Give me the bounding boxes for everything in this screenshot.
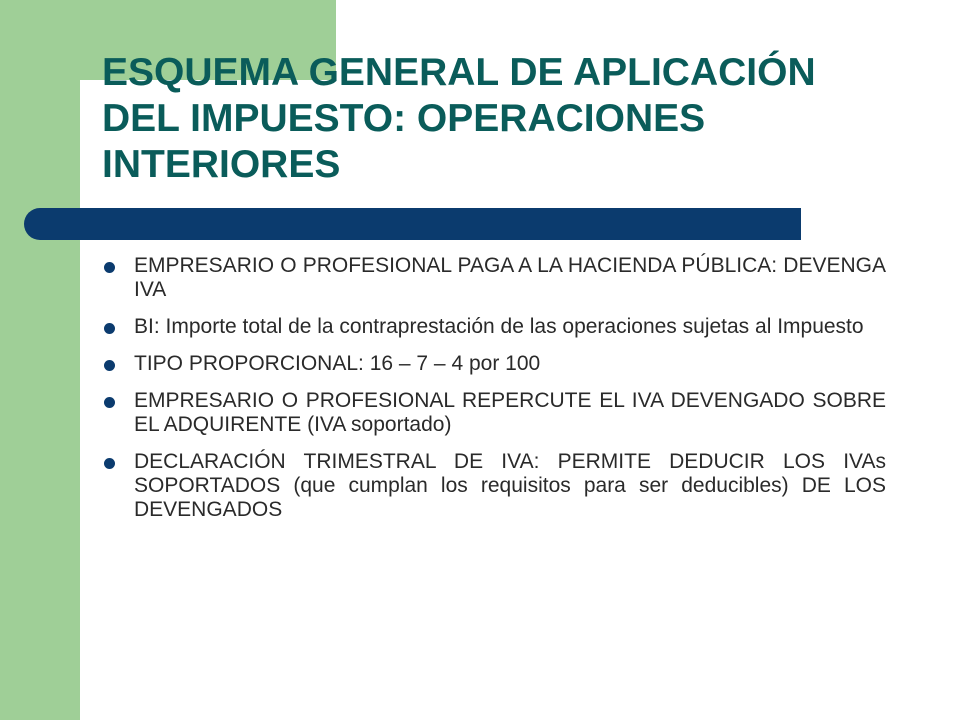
bullet-dot-icon (104, 262, 115, 273)
bullet-text: EMPRESARIO O PROFESIONAL PAGA A LA HACIENDA PÚBLICA: DEVENGA IVA (134, 254, 886, 301)
left-green-band (0, 0, 80, 720)
bullet-text: DECLARACIÓN TRIMESTRAL DE IVA: PERMITE DEDUCIR LOS IVAs SOPORTADOS (que cumplan los requisitos para ser deducibles) DE LOS DEVENGADOS (134, 450, 886, 521)
bullet-text: EMPRESARIO O PROFESIONAL REPERCUTE EL IVA DEVENGADO SOBRE EL ADQUIRENTE (IVA soportado) (134, 389, 886, 436)
bullet-item-tipo-proporcional (102, 352, 886, 376)
bullet-dot-icon (104, 323, 115, 334)
bullet-dot-icon (104, 458, 115, 469)
bullet-item-base-imponible (102, 315, 886, 339)
bullet-item-repercute-iva (102, 389, 886, 437)
bullet-list (102, 254, 886, 535)
title-divider-bar (24, 208, 801, 240)
bullet-dot-icon (104, 397, 115, 408)
bullet-item-declaracion-trimestral (102, 450, 886, 522)
bullet-dot-icon (104, 360, 115, 371)
slide-title: ESQUEMA GENERAL DE APLICACIÓN DEL IMPUESTO: OPERACIONES INTERIORES (102, 51, 816, 186)
bullet-text: TIPO PROPORCIONAL: 16 – 7 – 4 por 100 (134, 352, 541, 375)
bullet-item-devenga-iva (102, 254, 886, 302)
bullet-text: BI: Importe total de la contraprestación de las operaciones sujetas al Impuesto (134, 315, 864, 338)
